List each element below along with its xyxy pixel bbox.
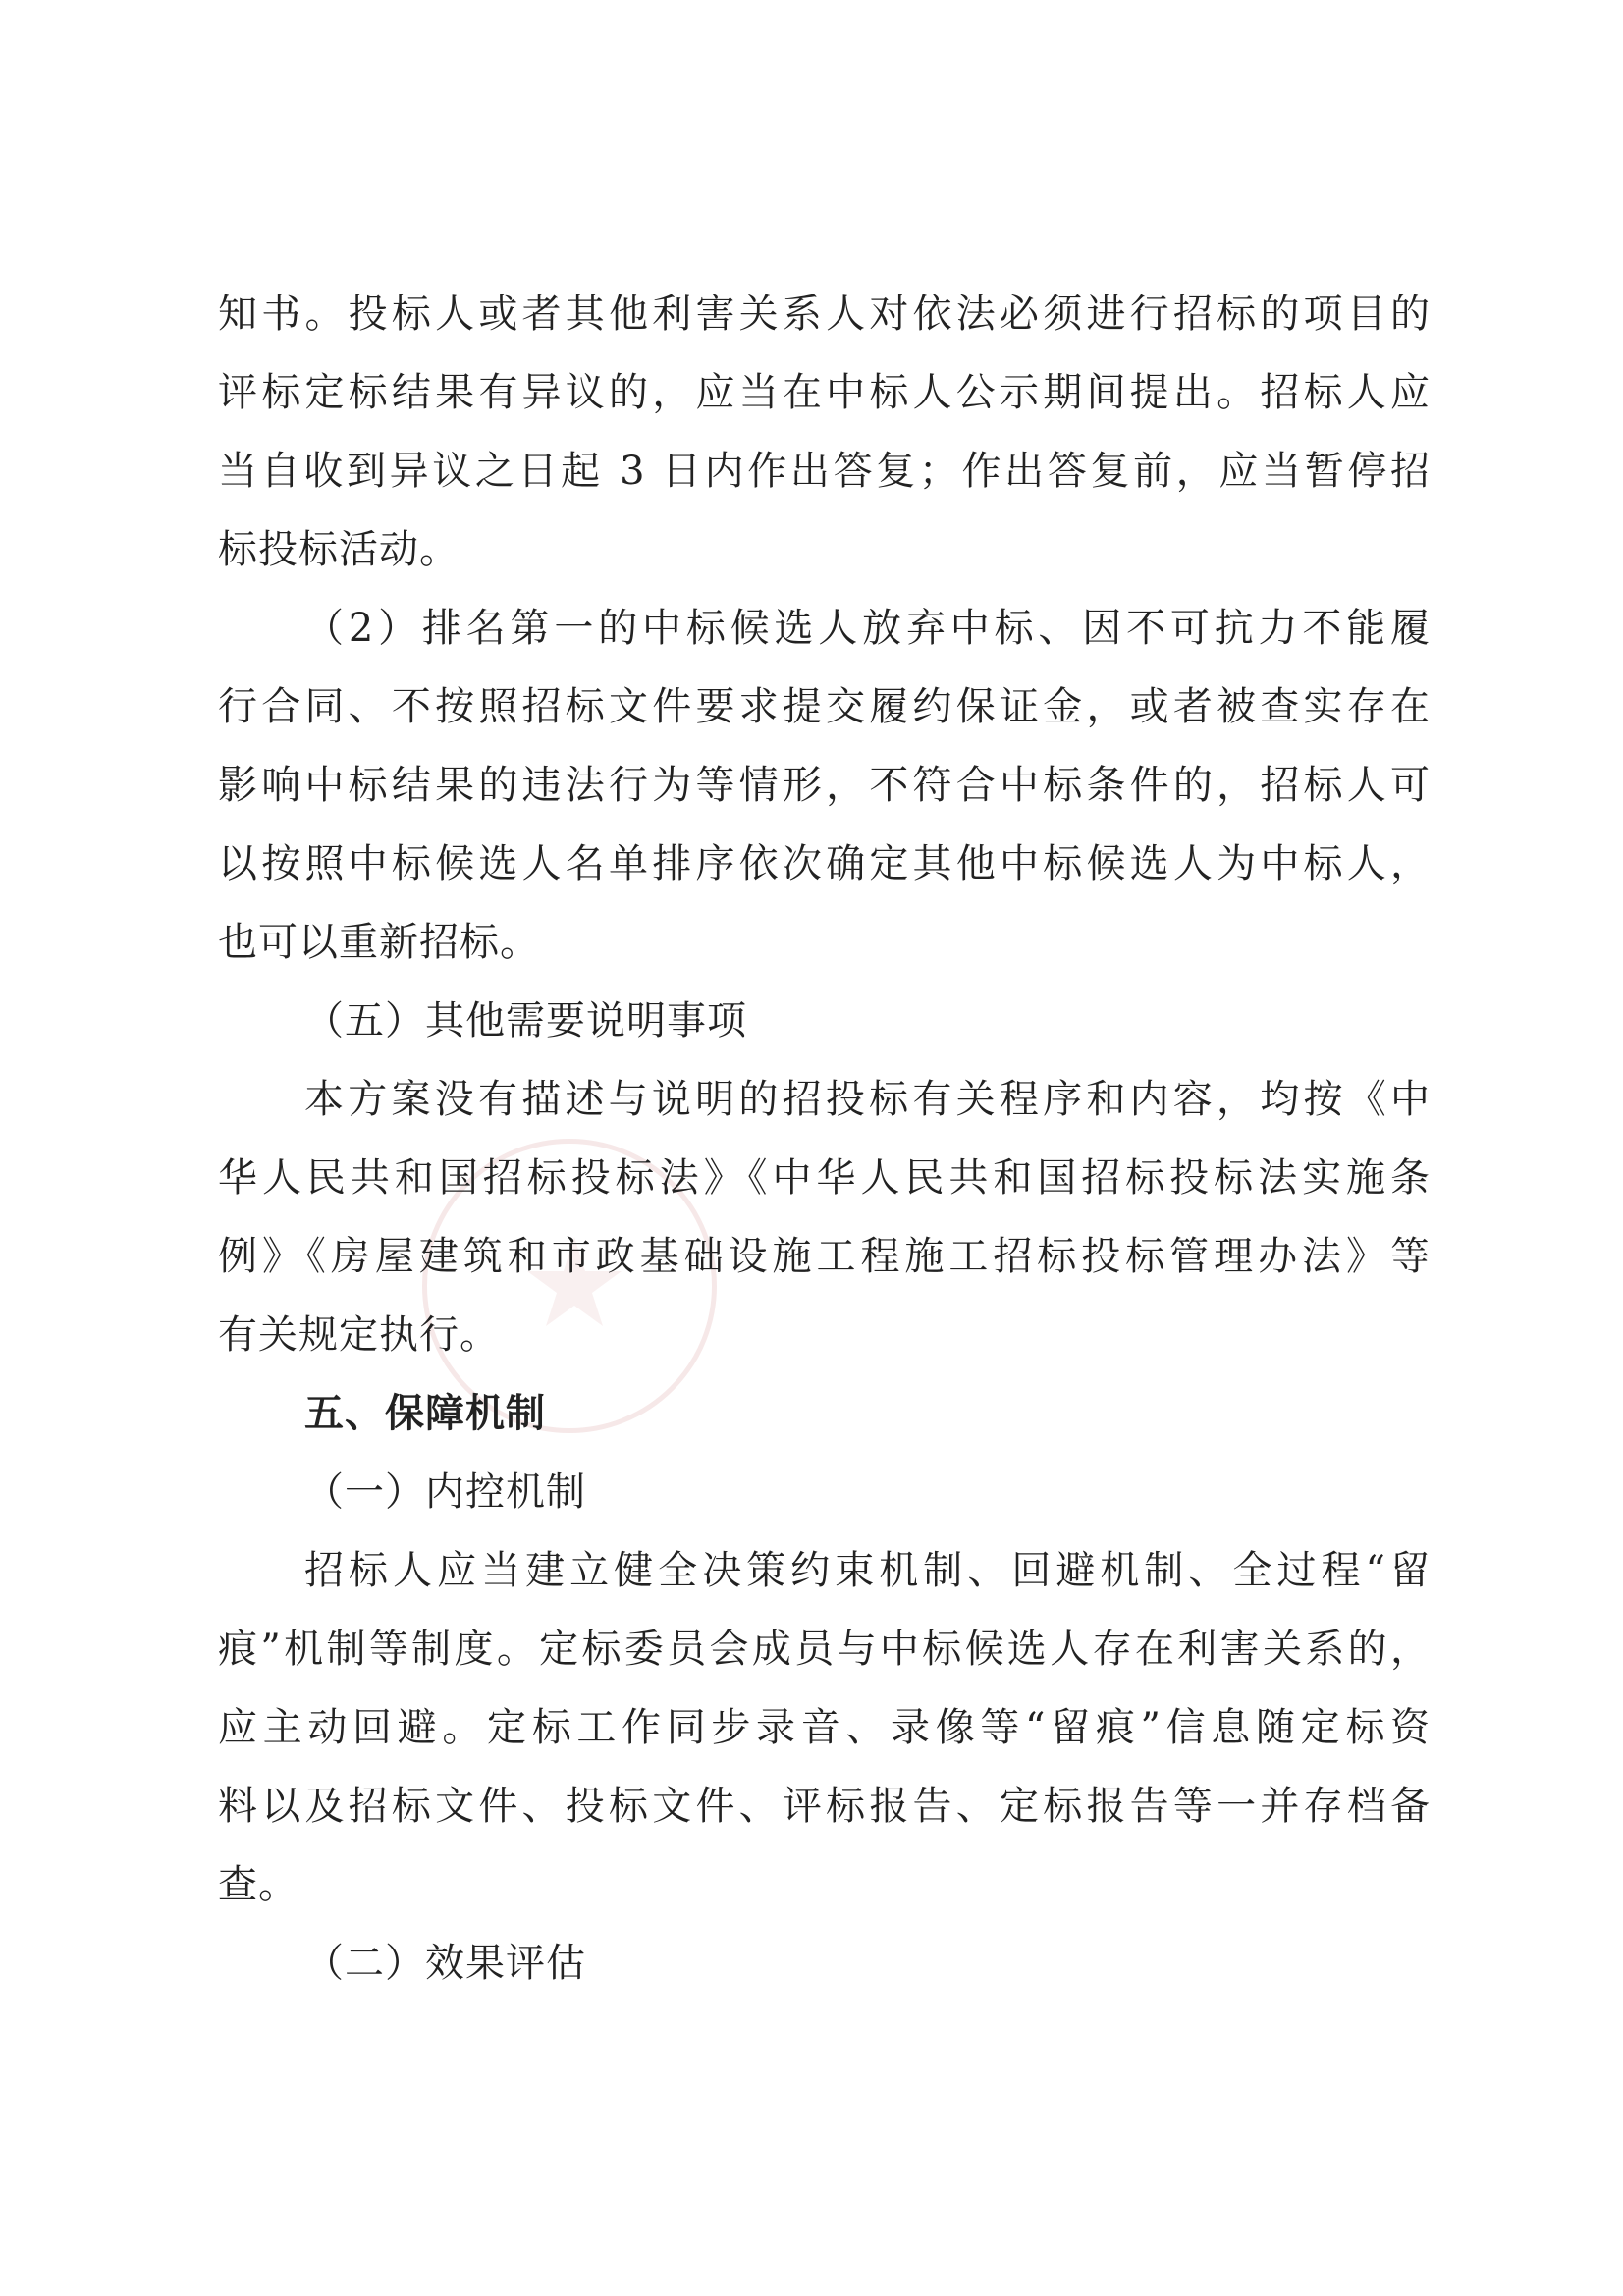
- text-line: 以按照中标候选人名单排序依次确定其他中标候选人为中标人，: [218, 841, 1431, 886]
- paragraph-candidate-forfeit: [218, 589, 1431, 982]
- subheading-effect-evaluation: [218, 1924, 1431, 2002]
- text-line: 行合同、不按照招标文件要求提交履约保证金，或者被查实存在: [218, 684, 1431, 729]
- text-line: （2）排名第一的中标候选人放弃中标、因不可抗力不能履: [304, 606, 1431, 651]
- subheading-other-matters: [218, 982, 1431, 1060]
- text-line: 有关规定执行。: [218, 1312, 500, 1358]
- section-subheading: （一）内控机制: [304, 1469, 586, 1515]
- text-line: 标投标活动。: [218, 527, 460, 572]
- text-line: 华人民共和国招标投标法》《中华人民共和国招标投标法实施条: [218, 1155, 1431, 1201]
- paragraph-objection-reply: [218, 275, 1431, 589]
- text-line: 当自收到异议之日起 3 日内作出答复；作出答复前，应当暂停招: [218, 449, 1431, 494]
- section-heading-guarantee: [218, 1374, 1431, 1453]
- subheading-internal-control: [218, 1453, 1431, 1531]
- text-line: 招标人应当建立健全决策约束机制、回避机制、全过程“留: [304, 1548, 1431, 1593]
- text-line: 影响中标结果的违法行为等情形，不符合中标条件的，招标人可: [218, 763, 1431, 808]
- text-line: 应主动回避。定标工作同步录音、录像等“留痕”信息随定标资: [218, 1705, 1431, 1750]
- text-line: 查。: [218, 1862, 298, 1907]
- text-line: 也可以重新招标。: [218, 920, 540, 965]
- section-subheading: （五）其他需要说明事项: [304, 998, 747, 1043]
- document-body: [218, 275, 1431, 2002]
- section-subheading: （二）效果评估: [304, 1941, 586, 1986]
- text-line: 痕”机制等制度。定标委员会成员与中标候选人存在利害关系的，: [218, 1627, 1431, 1672]
- section-heading: 五、保障机制: [304, 1391, 546, 1436]
- text-line: 评标定标结果有异议的，应当在中标人公示期间提出。招标人应: [218, 370, 1431, 415]
- text-line: 料以及招标文件、投标文件、评标报告、定标报告等一并存档备: [218, 1784, 1431, 1829]
- text-line: 知书。投标人或者其他利害关系人对依法必须进行招标的项目的: [218, 292, 1431, 337]
- text-line: 本方案没有描述与说明的招投标有关程序和内容，均按《中: [304, 1077, 1431, 1122]
- text-line: 例》《房屋建筑和市政基础设施工程施工招标投标管理办法》等: [218, 1234, 1431, 1279]
- paragraph-internal-control: [218, 1531, 1431, 1924]
- paragraph-other-matters: [218, 1060, 1431, 1374]
